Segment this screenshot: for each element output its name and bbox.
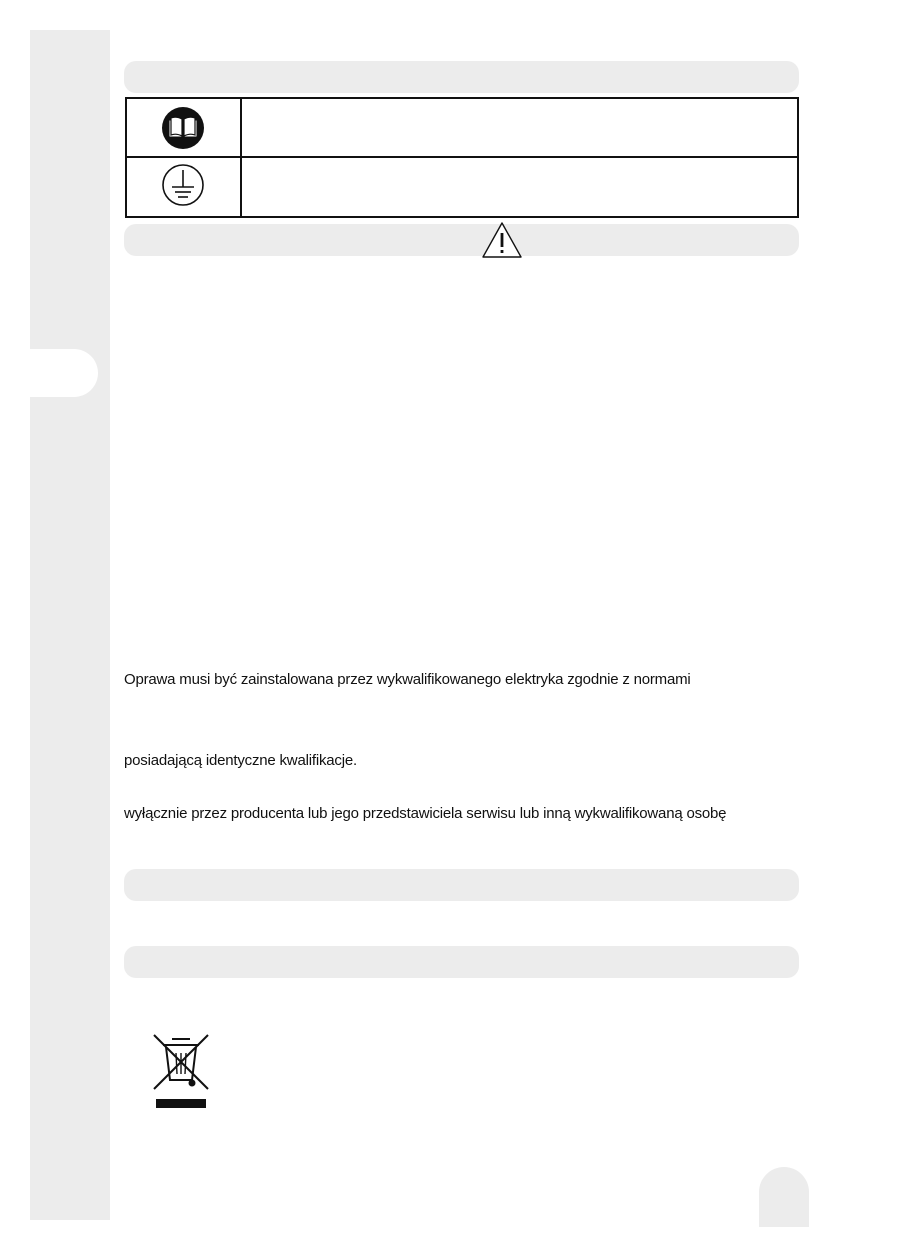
page-number-tab: [759, 1167, 809, 1227]
symbols-table-row: [127, 156, 797, 216]
symbols-table: [125, 97, 799, 218]
symbols-table-row: [127, 99, 797, 158]
sidebar-strip: [30, 30, 110, 1220]
body-text-line: posiadającą identyczne kwalifikacje.: [124, 752, 357, 769]
protective-earth-icon: [159, 161, 207, 209]
symbol-cell: [127, 156, 242, 216]
section-header: [124, 869, 799, 901]
crossed-out-wheelie-bin-icon: [150, 1033, 212, 1111]
language-tab: [30, 349, 98, 397]
section-header-warning: [124, 224, 799, 256]
symbol-cell: [127, 99, 242, 156]
read-manual-icon: [159, 105, 207, 151]
warning-triangle-icon: [481, 221, 523, 259]
section-header: [124, 946, 799, 978]
section-header-symbols: [124, 61, 799, 93]
body-text-line: Oprawa musi być zainstalowana przez wykwalifikowanego elektryka zgodnie z normami: [124, 671, 691, 688]
body-text-line: wyłącznie przez producenta lub jego przedstawiciela serwisu lub inną wykwalifikowaną osobę: [124, 805, 727, 822]
